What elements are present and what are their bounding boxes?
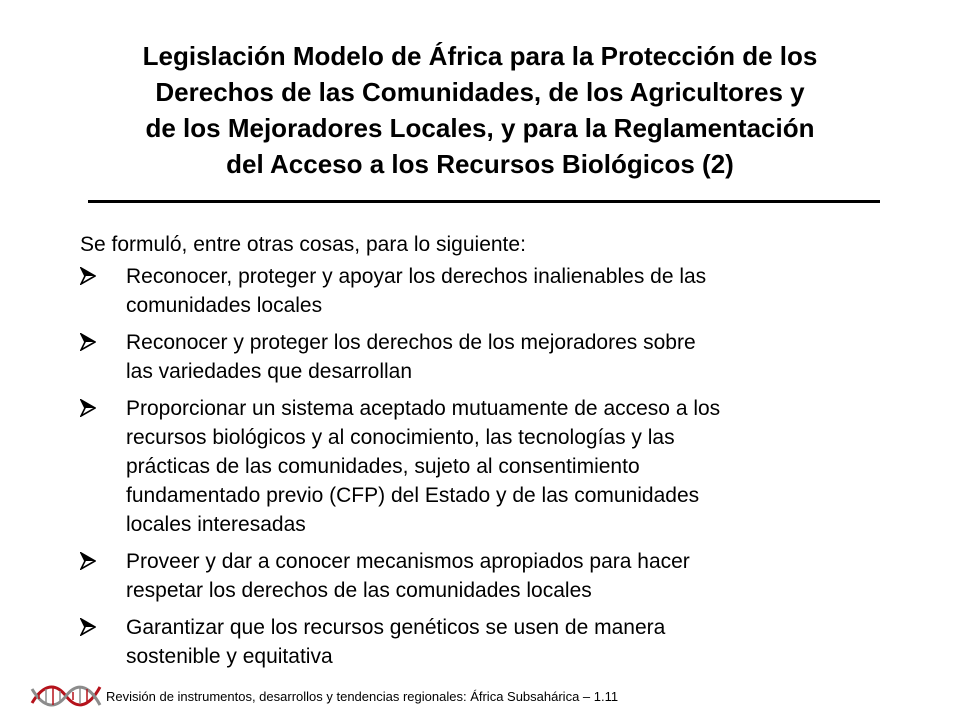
bullet-line: las variedades que desarrollan [126,360,413,383]
bullet-line: Reconocer y proteger los derechos de los mejoradores sobre [126,331,696,354]
arrow-bullet-icon [80,262,126,320]
bullet-line: Proporcionar un sistema aceptado mutuamente de acceso a los [126,397,721,420]
bullet-item-2 [80,328,900,386]
bullet-line: sostenible y equitativa [126,645,333,668]
arrow-bullet-icon [80,394,126,539]
bullet-text [126,394,900,539]
bullet-line: Garantizar que los recursos genéticos se usen de manera [126,616,666,639]
title-line-3: de los Mejoradores Locales, y para la Reglamentación [145,113,815,143]
bullet-item-1 [80,262,900,320]
bullet-text [126,547,900,605]
title-divider [88,200,880,203]
bullet-line: prácticas de las comunidades, sujeto al consentimiento [126,455,640,478]
bullet-line: recursos biológicos y al conocimiento, las tecnologías y las [126,426,675,449]
bullet-line: comunidades locales [126,294,323,317]
slide-title [60,38,900,182]
bullet-list [80,262,900,671]
slide-body [80,230,900,679]
bullet-item-3 [80,394,900,539]
bullet-text [126,328,900,386]
dna-helix-icon [30,679,102,713]
arrow-bullet-icon [80,547,126,605]
intro-text: Se formuló, entre otras cosas, para lo siguiente: [80,233,526,256]
title-line-2: Derechos de las Comunidades, de los Agricultores y [155,77,805,107]
bullet-item-4 [80,547,900,605]
bullet-line: respetar los derechos de las comunidades locales [126,579,592,602]
footer-caption: Revisión de instrumentos, desarrollos y tendencias regionales: África Subsahárica – 1.11 [106,688,619,704]
slide-footer [30,678,618,714]
bullet-text [126,613,900,671]
bullet-item-5 [80,613,900,671]
bullet-text [126,262,900,320]
bullet-line: Reconocer, proteger y apoyar los derechos inalienables de las [126,265,707,288]
bullet-line: locales interesadas [126,513,306,536]
arrow-bullet-icon [80,328,126,386]
title-line-4: del Acceso a los Recursos Biológicos (2) [226,149,734,179]
bullet-line: fundamentado previo (CFP) del Estado y de las comunidades [126,484,700,507]
title-line-1: Legislación Modelo de África para la Protección de los [142,41,818,71]
bullet-line: Proveer y dar a conocer mecanismos apropiados para hacer [126,550,690,573]
arrow-bullet-icon [80,613,126,671]
